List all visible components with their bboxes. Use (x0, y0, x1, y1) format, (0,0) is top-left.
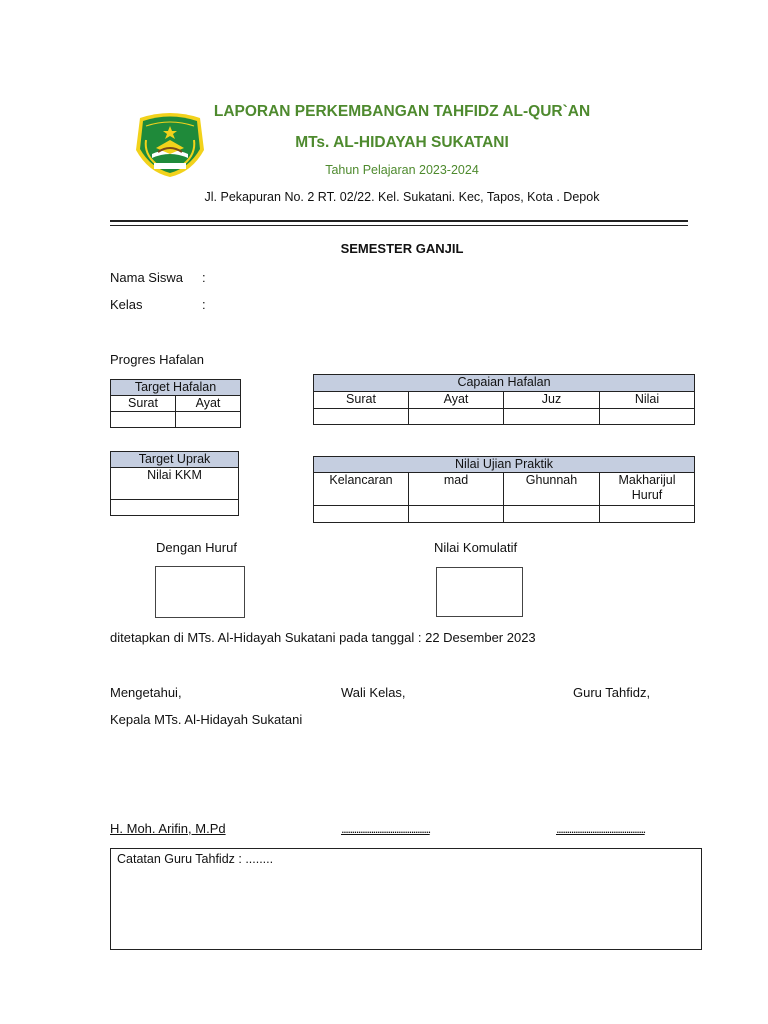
table-cell[interactable] (409, 409, 504, 425)
wali-kelas-signature-line: .......................................... (341, 821, 430, 836)
target-hafalan-title: Target Hafalan (111, 380, 241, 396)
table-cell[interactable] (504, 506, 600, 523)
column-header: Ghunnah (504, 473, 600, 506)
table-cell[interactable] (314, 409, 409, 425)
header-rule-thin (110, 225, 688, 226)
kemenag-logo (132, 110, 208, 178)
report-title: LAPORAN PERKEMBANGAN TAHFIDZ AL-QUR`AN (213, 103, 591, 120)
wali-kelas-label: Wali Kelas, (341, 685, 406, 700)
semester-heading: SEMESTER GANJIL (340, 241, 464, 256)
table-cell[interactable] (111, 500, 239, 516)
catatan-box[interactable] (110, 848, 702, 950)
school-name: MTs. AL-HIDAYAH SUKATANI (295, 134, 509, 151)
school-address: Jl. Pekapuran No. 2 RT. 02/22. Kel. Sukatani. Kec, Tapos, Kota . Depok (204, 190, 600, 204)
column-header: Juz (504, 392, 600, 409)
target-uprak-title: Target Uprak (111, 452, 239, 468)
column-header: Makharijul Huruf (600, 473, 695, 506)
mengetahui-label: Mengetahui, (110, 685, 182, 700)
target-hafalan-table (110, 379, 241, 428)
capaian-hafalan-table (313, 374, 695, 425)
student-name-colon: : (202, 270, 206, 285)
nilai-ujian-praktik-table (313, 456, 695, 523)
nilai-komulatif-label: Nilai Komulatif (434, 540, 518, 555)
column-header: Ayat (176, 396, 241, 412)
capaian-hafalan-title: Capaian Hafalan (314, 375, 695, 392)
table-cell[interactable] (314, 506, 409, 523)
kkm-header: Nilai KKM (111, 468, 239, 500)
column-header: Kelancaran (314, 473, 409, 506)
progress-label: Progres Hafalan (110, 352, 204, 367)
table-cell[interactable] (409, 506, 504, 523)
dengan-huruf-box[interactable] (155, 566, 245, 618)
column-header: Ayat (409, 392, 504, 409)
table-cell[interactable] (600, 409, 695, 425)
academic-year: Tahun Pelajaran 2023-2024 (325, 163, 479, 177)
guru-tahfidz-label: Guru Tahfidz, (573, 685, 651, 700)
column-header: Surat (314, 392, 409, 409)
header-rule-thick (110, 220, 688, 222)
catatan-label: Catatan Guru Tahfidz : ........ (117, 852, 274, 866)
nilai-ujian-praktik-title: Nilai Ujian Praktik (314, 457, 695, 473)
column-header: Surat (111, 396, 176, 412)
class-label: Kelas (110, 297, 143, 312)
target-uprak-table (110, 451, 239, 516)
nilai-komulatif-box[interactable] (436, 567, 523, 617)
dengan-huruf-label: Dengan Huruf (156, 540, 237, 555)
guru-tahfidz-signature-line: .......................................... (556, 821, 645, 836)
column-header: Nilai (600, 392, 695, 409)
table-cell[interactable] (111, 412, 176, 428)
kepala-name: H. Moh. Arifin, M.Pd (110, 821, 226, 836)
table-cell[interactable] (176, 412, 241, 428)
column-header: mad (409, 473, 504, 506)
kepala-label: Kepala MTs. Al-Hidayah Sukatani (110, 712, 303, 727)
ditetapkan-statement: ditetapkan di MTs. Al-Hidayah Sukatani pada tanggal : 22 Desember 2023 (110, 630, 536, 645)
student-name-label: Nama Siswa (110, 270, 183, 285)
class-colon: : (202, 297, 206, 312)
table-cell[interactable] (600, 506, 695, 523)
table-cell[interactable] (504, 409, 600, 425)
